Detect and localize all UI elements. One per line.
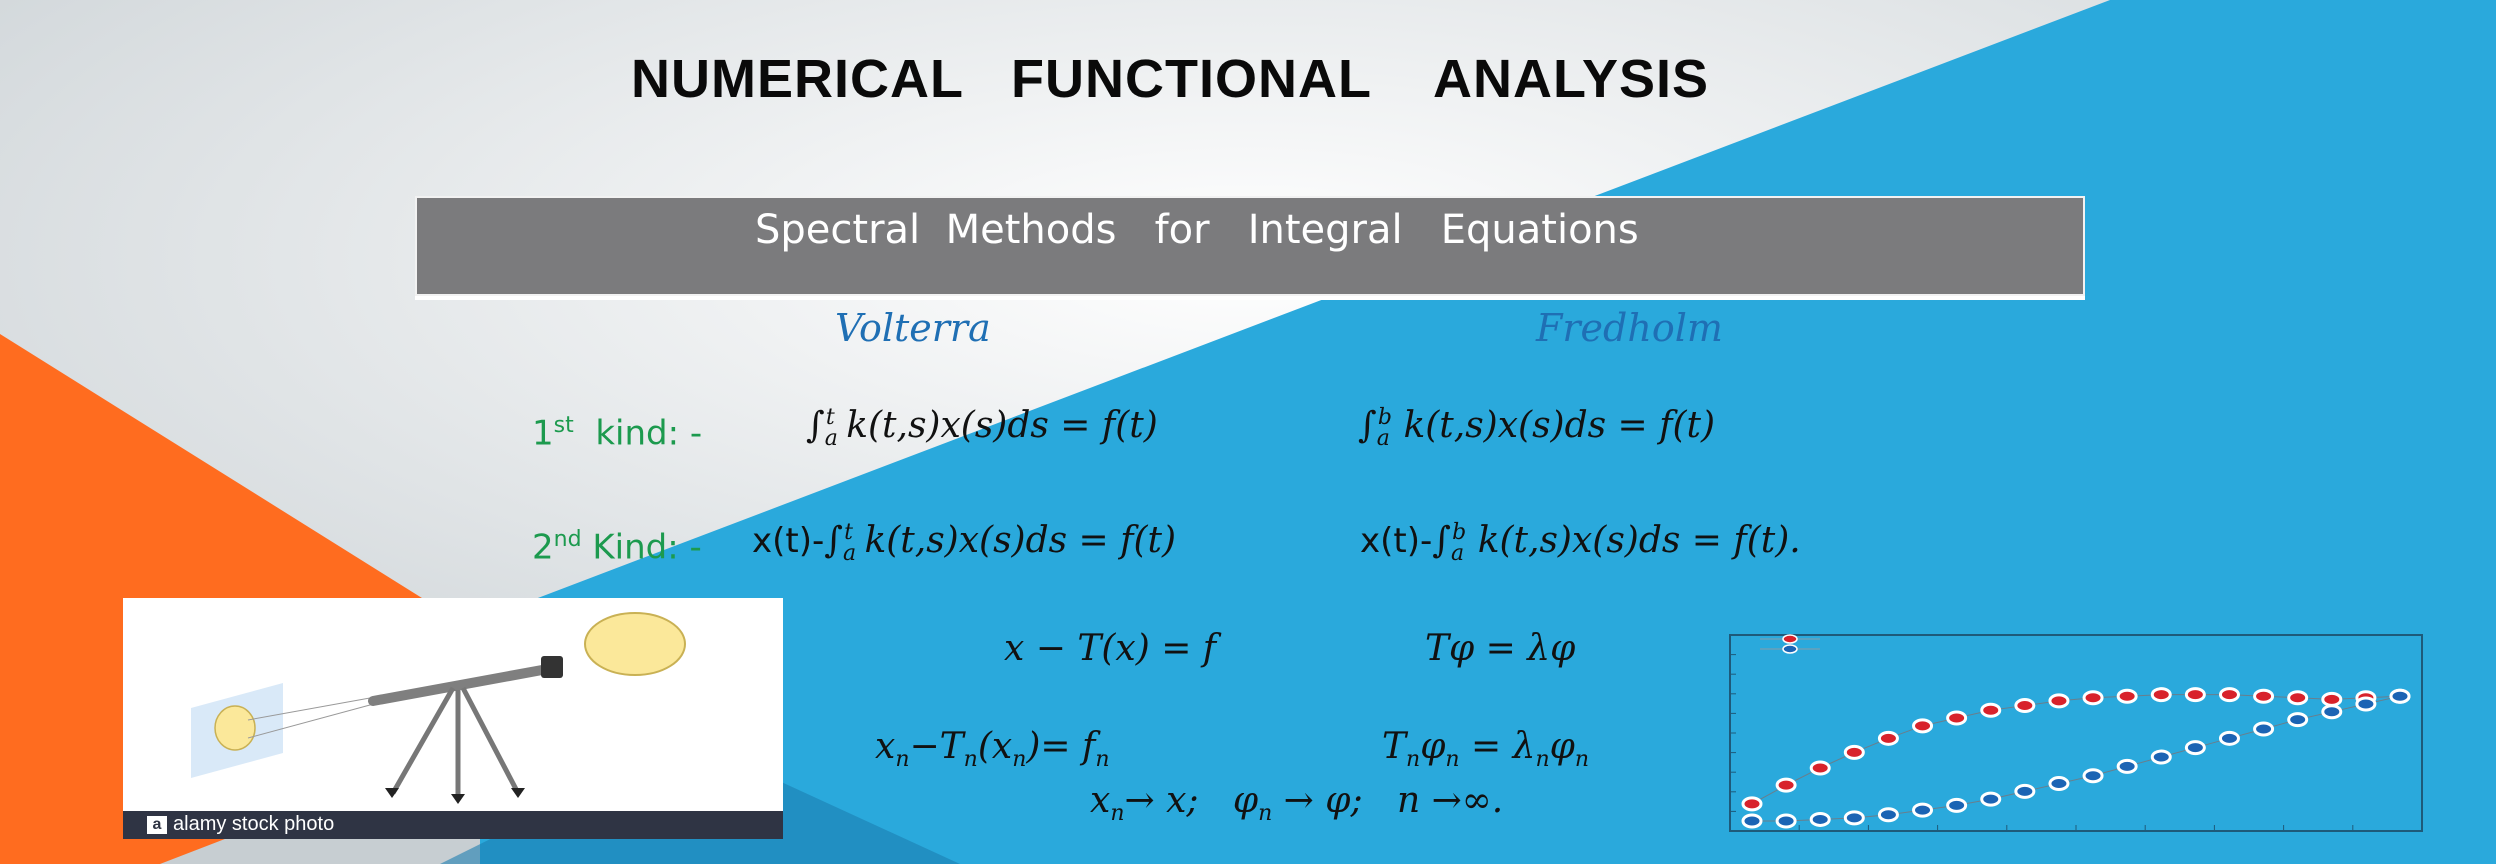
point-red: [2084, 692, 2102, 704]
point-red: [1982, 704, 2000, 716]
point-blue: [2323, 706, 2341, 718]
point-blue: [1811, 813, 1829, 825]
point-blue: [2016, 785, 2034, 797]
legend-marker-red: [1783, 635, 1797, 643]
point-red: [1777, 779, 1795, 791]
point-blue: [1845, 812, 1863, 824]
first-kind-label: 1st kind: -: [532, 413, 703, 454]
point-blue: [2391, 690, 2409, 702]
point-blue: [2255, 723, 2273, 735]
fredholm-second-kind-equation: $x(t)-\int_a^b$ k(t,s)x(s)ds = f(t).: [1360, 520, 1801, 567]
convergence-plot: [1726, 625, 2426, 837]
discrete-operator-equation: $x_n-T_n(x_n)= f_n$: [875, 726, 1110, 773]
point-red: [2118, 690, 2136, 702]
point-red: [2152, 689, 2170, 701]
point-blue: [2186, 742, 2204, 754]
fredholm-first-kind-equation: $\int_a^b$ k(t,s)x(s)ds = f(t): [1358, 405, 1716, 452]
slide-title: NUMERICAL FUNCTIONAL ANALYSIS: [630, 49, 1710, 109]
second-kind-label: 2nd Kind: -: [532, 527, 702, 568]
photo-watermark-bar: [123, 811, 783, 839]
point-red: [2220, 689, 2238, 701]
plot-frame: [1730, 635, 2422, 831]
operator-equation: x − T(x) = f: [1004, 628, 1217, 669]
point-blue: [2050, 778, 2068, 790]
point-red: [2323, 693, 2341, 705]
convergence-statement: $x_n\to x$; $\varphi_n \to \varphi$; n →∞.: [1090, 780, 1504, 827]
point-blue: [2084, 770, 2102, 782]
banner-text: Spectral Methods for Integral Equations: [755, 207, 1639, 253]
eigenvalue-equation: Tφ = λφ: [1425, 628, 1576, 669]
point-blue: [1777, 815, 1795, 827]
point-red: [1948, 712, 1966, 724]
point-blue: [1743, 815, 1761, 827]
volterra-first-kind-equation: $\int_a^t$ k(t,s)x(s)ds = f(t): [806, 405, 1158, 452]
point-blue: [2289, 714, 2307, 726]
point-red: [1743, 798, 1761, 810]
point-red: [2050, 695, 2068, 707]
point-red: [1845, 746, 1863, 758]
point-red: [2016, 700, 2034, 712]
alamy-logo: a: [147, 816, 167, 834]
telescope-illustration: [123, 598, 783, 839]
point-blue: [1879, 809, 1897, 821]
point-blue: [1948, 799, 1966, 811]
discrete-eigen-equation: $T_n\varphi_n = \lambda_n\varphi_n$: [1382, 726, 1590, 773]
volterra-second-kind-equation: $x(t)-\int_a^t$ k(t,s)x(s)ds = f(t): [752, 520, 1177, 567]
point-blue: [1982, 793, 2000, 805]
telescope-photo: [123, 598, 783, 839]
legend-marker-blue: [1783, 645, 1797, 653]
point-red: [1879, 732, 1897, 744]
point-red: [2289, 692, 2307, 704]
point-red: [2186, 689, 2204, 701]
point-blue: [2357, 698, 2375, 710]
point-red: [1914, 720, 1932, 732]
point-blue: [2118, 760, 2136, 772]
point-blue: [1914, 804, 1932, 816]
point-blue: [2220, 732, 2238, 744]
point-red: [2255, 690, 2273, 702]
photo-watermark: alamy stock photo: [173, 813, 335, 835]
fredholm-heading: Fredholm: [1536, 306, 1723, 350]
volterra-heading: Volterra: [835, 306, 991, 350]
point-blue: [2152, 751, 2170, 763]
point-red: [1811, 762, 1829, 774]
